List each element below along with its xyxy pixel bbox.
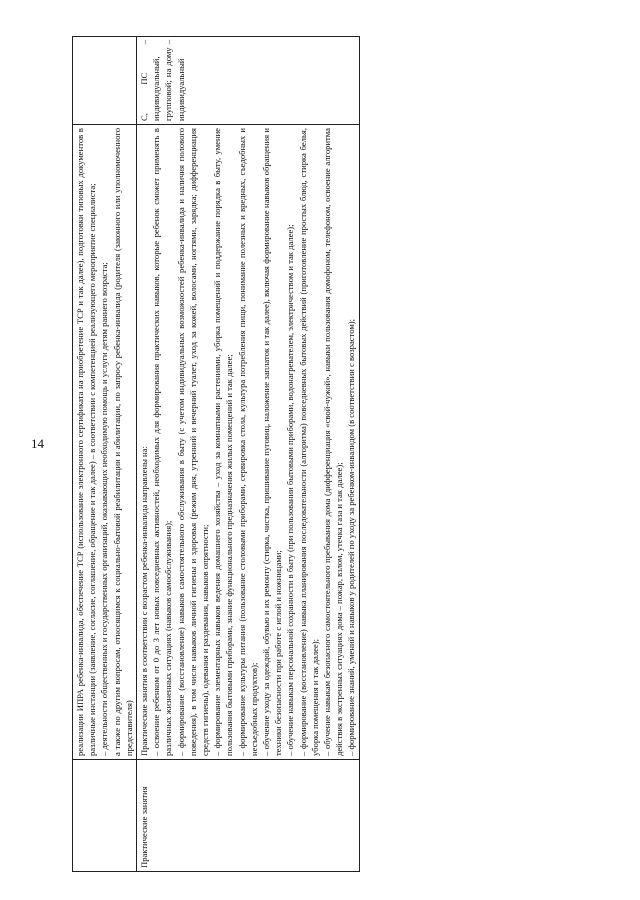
page-number: 14 xyxy=(31,436,44,451)
paragraph: а также по другим вопросам, относящимся к социально-бытовой реабилитации и абилитации, по запросу ребенка-инвалида (родителя (законного или уполномоченного представителя) xyxy=(111,128,134,756)
row-form-cell: С, ПС – индивидуальный, групповой; на дому – индивидуальный xyxy=(137,37,360,125)
paragraph: – формирование знаний, умений и навыков у родителей по уходу за ребенком-инвалидом (в соответствии с возрастом); xyxy=(346,318,357,756)
row-content-cell xyxy=(73,125,137,760)
paragraph: – освоение ребенком от 0 до 3 лет новых повседневных активностей, необходимых для формирования практических навыков, которые ребенок сможет применять в различных жизненных ситуациях (навыков самообслуживания); xyxy=(151,128,174,756)
row-label-cell xyxy=(73,760,137,872)
paragraph: – формирование (восстановление) навыка планирования последовательности (алгоритма) повседневных бытовых действий (приготовление простых блюд, стирка белья, уборка помещения и так далее); xyxy=(297,128,320,756)
paragraph: – формирование элементарных навыков ведения домашнего хозяйства – уход за комнатными растениями, уборка помещений и поддержание порядка в быту, умение пользования бытовыми приборами, знание функционального предназначения жилых помещений и так далее; xyxy=(212,128,235,756)
paragraph: – деятельности общественных и государственных организаций, оказывающих необходимую помощь и услуги детям раннего возраста; xyxy=(99,262,110,756)
row-form-cell xyxy=(73,37,137,125)
paragraph: – формирование культуры питания (пользование столовыми приборами, сервировка стола, культура потребления пищи, понимание полезных и вредных, съедобных и несъедобных продуктов); xyxy=(236,128,259,756)
rotated-table-wrapper xyxy=(72,37,357,872)
paragraph: – обучение уходу за одеждой, обувью и их ремонту (стирка, чистка, пришивание пуговиц, наложение заплаток и так далее), включая формирование навыков обращения и техники безопасности при работе с иглой и ножницами; xyxy=(261,128,284,756)
paragraph: – обучение навыкам персональной сохранности в быту (при пользовании бытовыми приборами, водонагревателем, электричеством и так далее); xyxy=(285,224,296,756)
paragraph: – формирование (восстановление) навыков самостоятельного обслуживания в быту (с учетом индивидуальных возможностей ребенка-инвалида и наличия полового поведения), в том числе навыков личной гигиены и здоровья (режим дня, утренний и вечерний туалет, уход за кожей, волосами, ногтями, зарядка; дифференциация средств гигиены), одевания и раздевания, навыков опрятности; xyxy=(175,128,211,756)
row-content-cell xyxy=(137,125,360,760)
table-row xyxy=(73,37,137,872)
paragraph: Практические занятия в соответствии с возрастом ребенка-инвалида направлены на: xyxy=(139,446,150,756)
paragraph: – обучение навыкам безопасного самостоятельного пребывания дома (дифференциация «свой-чужой», навыки пользования домофоном, телефоном, освоение алгоритма действия в экстренных ситуациях дома – пожар, взлом, утечка газа и так далее); xyxy=(322,128,345,756)
row-label-cell: Практические занятия xyxy=(137,760,360,872)
paragraph: реализации ИПРА ребенка-инвалида, обеспечение ТСР (использование электронного сертификата на приобретение ТСР и так далее), подготовки типовых документов в различные инстанции (заявление, согласие, соглашение, обращение и так далее) – в соответствии с компетенцией реализующего мероприятие специалиста; xyxy=(75,128,98,756)
rehabilitation-table xyxy=(72,36,360,872)
table-row xyxy=(137,37,360,872)
